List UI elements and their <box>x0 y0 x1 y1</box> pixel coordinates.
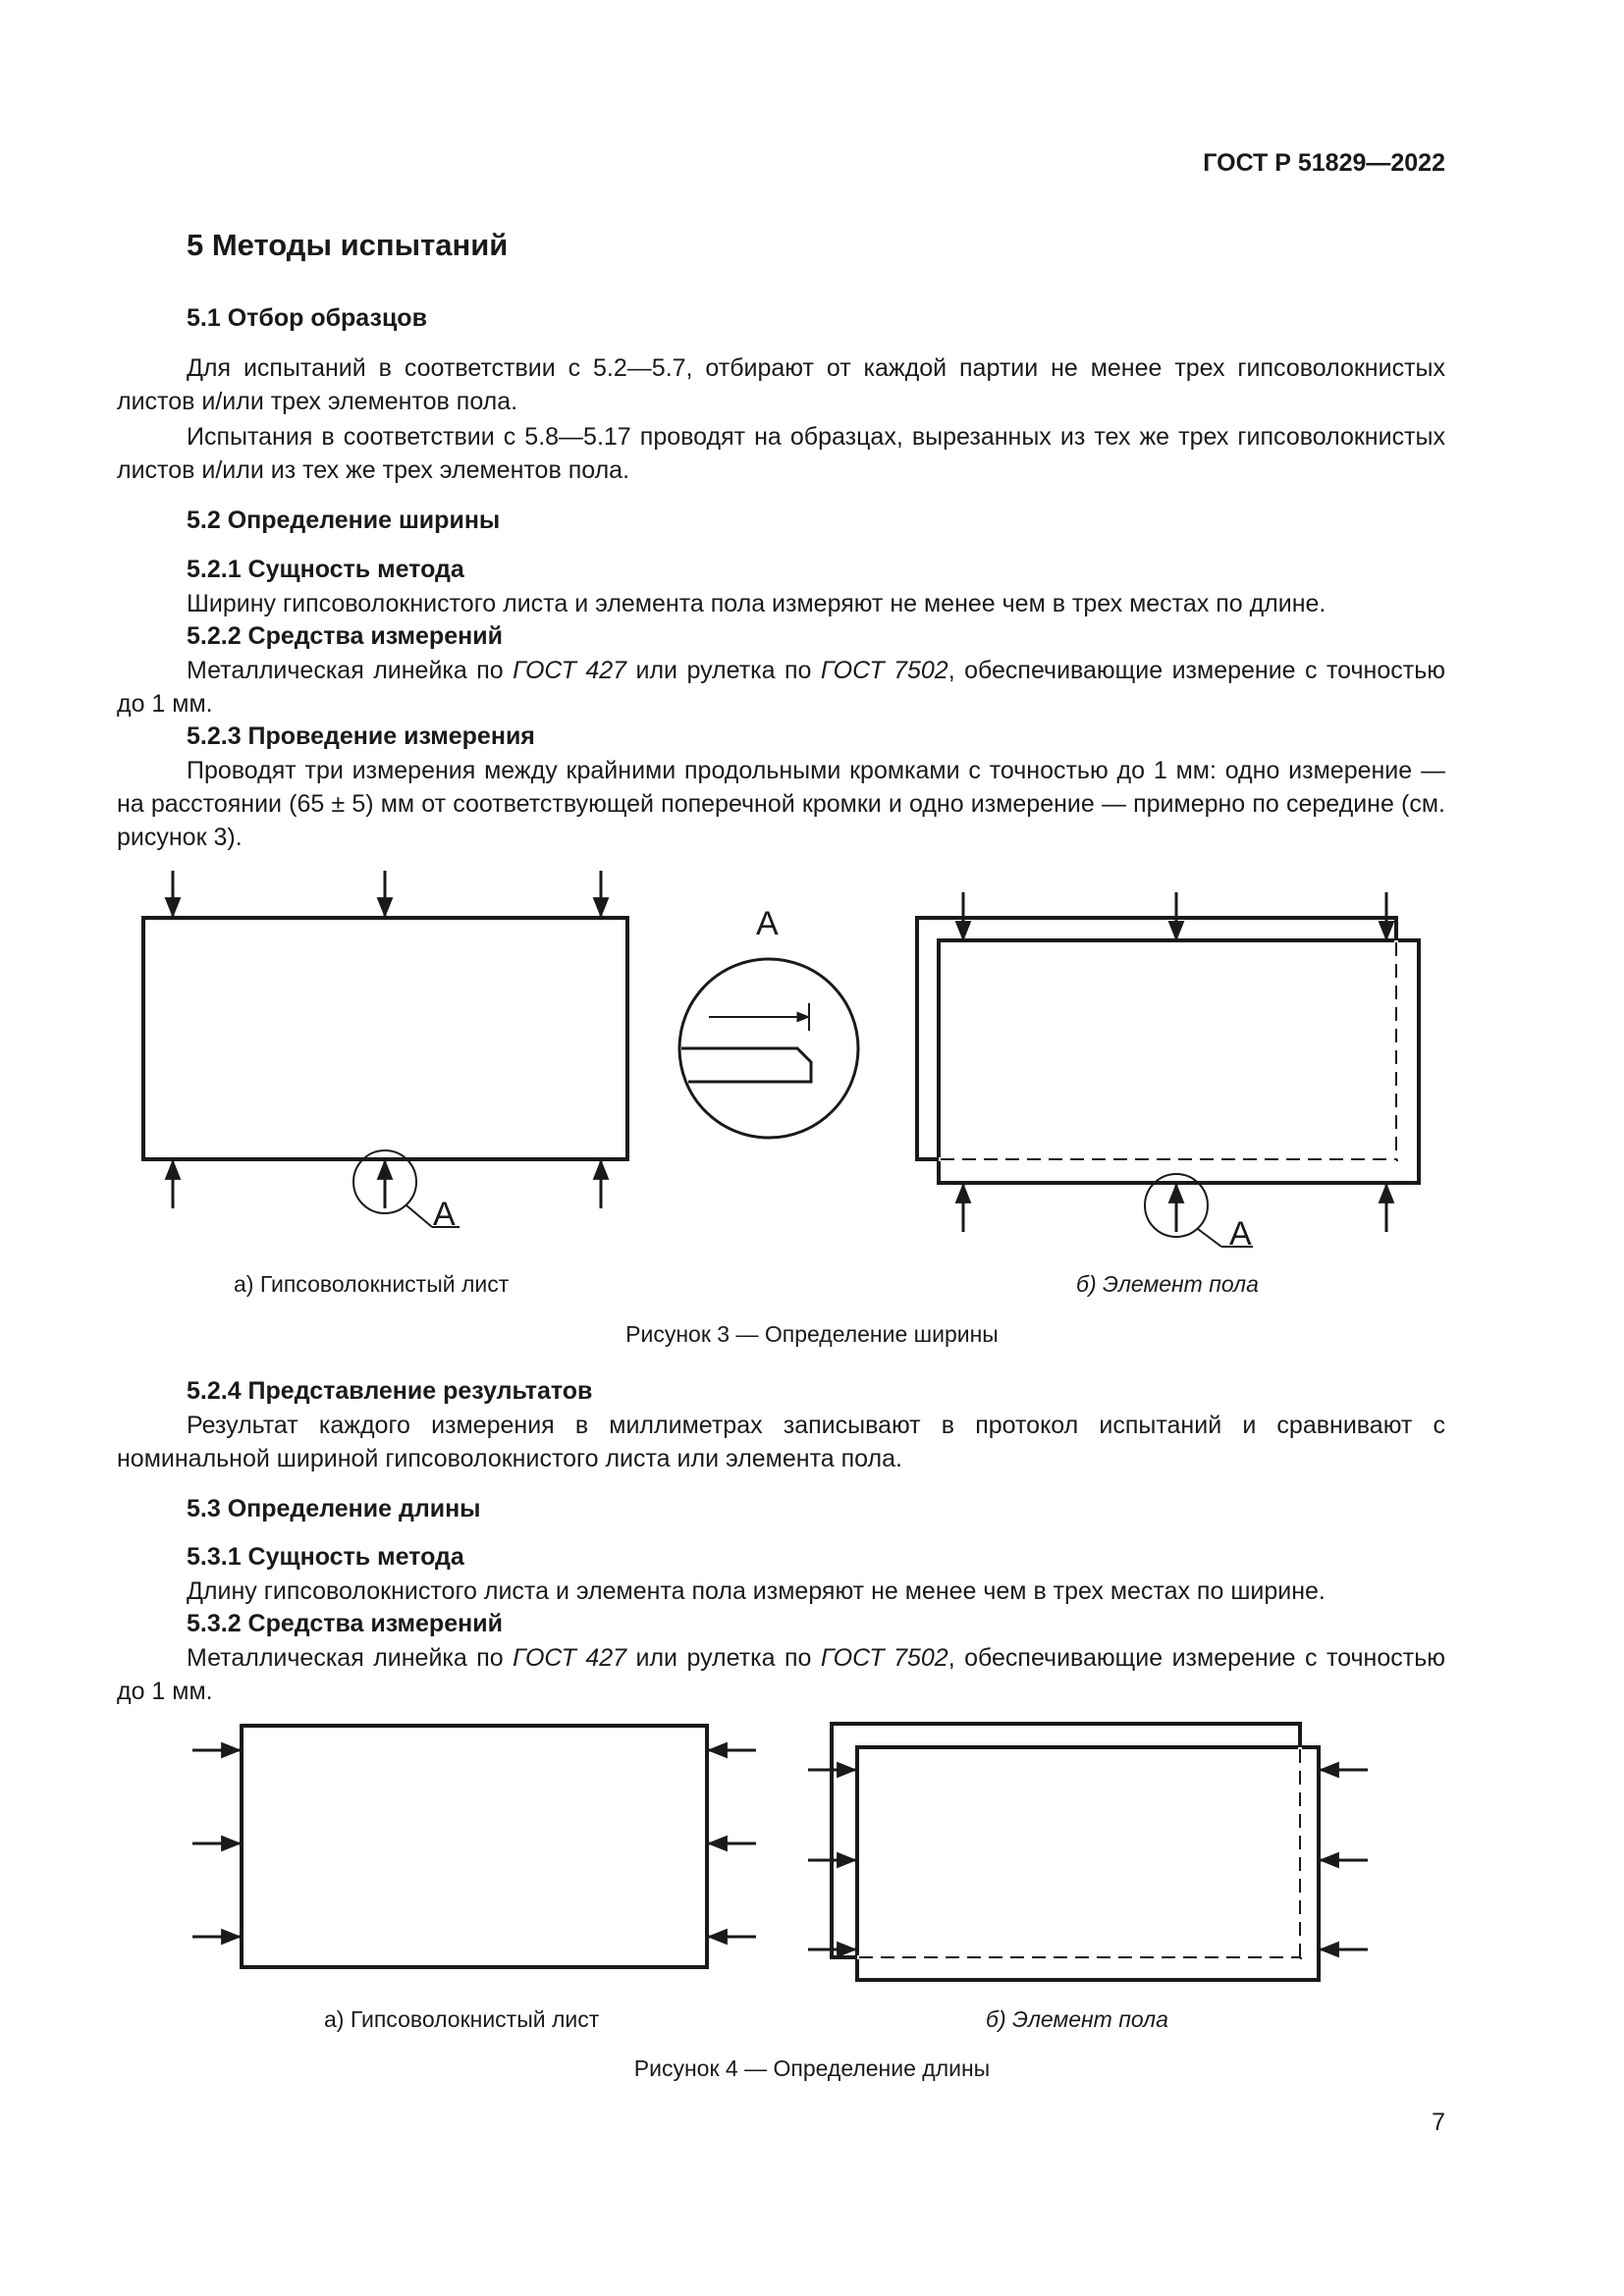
clause-5-2-4-text: Результат каждого измерения в миллиметрах записывают в протокол испытаний и сравнивают с номинальной шириной гипсоволокнистого листа или элемента пола. <box>117 1412 1445 1472</box>
clause-5-2-1-title: 5.2.1 Сущность метода <box>187 556 464 583</box>
reference-gost-427: ГОСТ 427 <box>513 1644 627 1672</box>
detail-label: А <box>756 905 779 942</box>
figure-4a-sheet <box>192 1726 756 1967</box>
page-number: 7 <box>1432 2109 1445 2136</box>
clause-5-2-2-text: Металлическая линейка по ГОСТ 427 или рулетка по ГОСТ 7502, обеспечивающие измерение с точностью до 1 мм. <box>117 657 1445 718</box>
clause-5-2-4-title: 5.2.4 Представление результатов <box>187 1377 593 1405</box>
figure-3a-sheet <box>143 871 627 1227</box>
detail-marker-a: А <box>433 1196 456 1233</box>
clause-5-2-2-title: 5.2.2 Средства измерений <box>187 622 503 650</box>
reference-gost-7502: ГОСТ 7502 <box>820 657 948 684</box>
clause-5-2-3-title: 5.2.3 Проведение измерения <box>187 722 535 750</box>
figure-3-caption: Рисунок 3 — Определение ширины <box>625 1321 999 1347</box>
section-title: 5 Методы испытаний <box>187 228 509 262</box>
figure-3b-label: б) Элемент пола <box>1076 1271 1259 1297</box>
clause-5-3-2-title: 5.3.2 Средства измерений <box>187 1610 503 1637</box>
subsection-5-3-title: 5.3 Определение длины <box>187 1495 481 1522</box>
figure-4-caption: Рисунок 4 — Определение длины <box>633 2056 991 2081</box>
clause-5-2-3-text: Проводят три измерения между крайними продольными кромками с точностью до 1 мм: одно измерение — на расстоянии (65 ± 5) мм от соответствующей поперечной кромки и одно измерение — примерно по середине (см. рисунок 3). <box>117 757 1445 851</box>
paragraph-5-1-a: Для испытаний в соответствии с 5.2—5.7, отбирают от каждой партии не менее трех гипсоволокнистых листов и/или трех элементов пола. <box>117 354 1445 415</box>
clause-5-3-2-text: Металлическая линейка по ГОСТ 427 или рулетка по ГОСТ 7502, обеспечивающие измерение с точностью до 1 мм. <box>117 1644 1445 1705</box>
clause-5-3-1-title: 5.3.1 Сущность метода <box>187 1543 464 1571</box>
figure-3a-label: а) Гипсоволокнистый лист <box>234 1271 510 1297</box>
clause-5-3-1-text: Длину гипсоволокнистого листа и элемента пола измеряют не менее чем в трех местах по ширине. <box>187 1577 1326 1605</box>
figure-3b-floor-element <box>917 892 1419 1247</box>
detail-marker-b: А <box>1229 1215 1252 1253</box>
paragraph-5-1-b: Испытания в соответствии с 5.8—5.17 проводят на образцах, вырезанных из тех же трех гипсоволокнистых листов и/или из тех же трех элементов пола. <box>117 423 1445 484</box>
reference-gost-427: ГОСТ 427 <box>513 657 627 684</box>
clause-5-2-1-text: Ширину гипсоволокнистого листа и элемента пола измеряют не менее чем в трех местах по длине. <box>187 590 1326 617</box>
figure-4b-label: б) Элемент пола <box>986 2006 1168 2032</box>
figure-4a-label: а) Гипсоволокнистый лист <box>324 2006 600 2032</box>
subsection-5-2-title: 5.2 Определение ширины <box>187 507 501 534</box>
document-id: ГОСТ Р 51829—2022 <box>1203 149 1445 177</box>
subsection-5-1-title: 5.1 Отбор образцов <box>187 304 427 332</box>
figure-3-detail-view <box>679 959 858 1138</box>
reference-gost-7502: ГОСТ 7502 <box>820 1644 948 1672</box>
figure-4b-floor-element <box>808 1724 1368 1980</box>
